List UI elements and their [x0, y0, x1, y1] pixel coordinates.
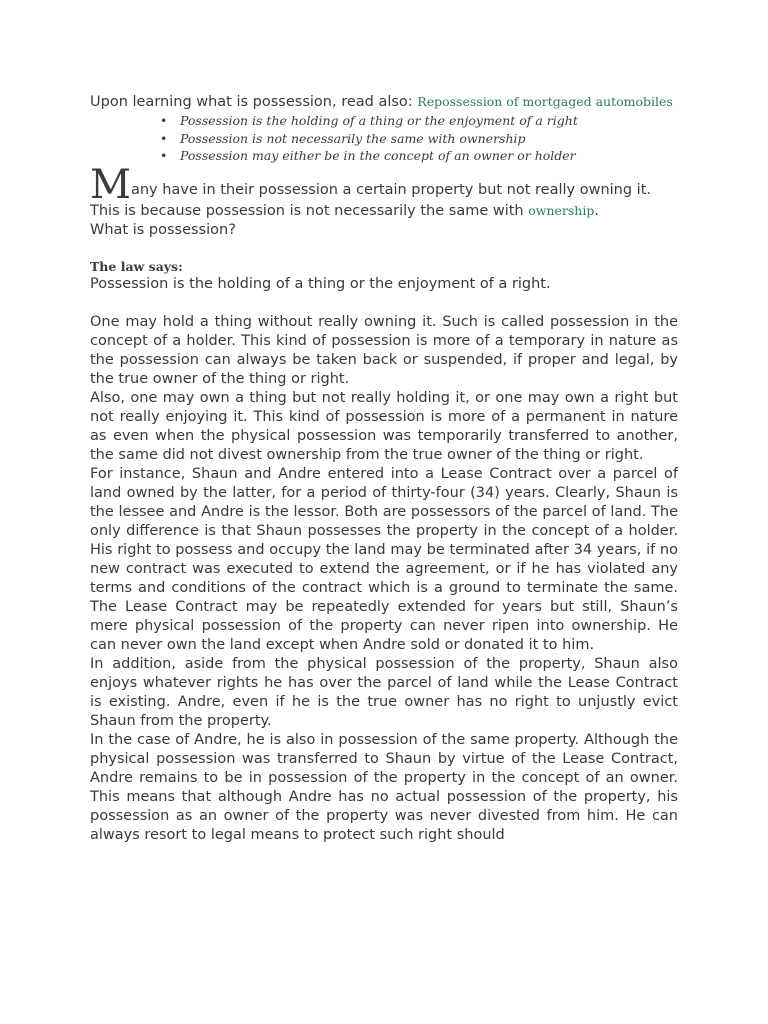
body-paragraph: Also, one may own a thing but not really holding it, or one may own a right but not really enjoying it. This kind of possession is more of a permanent in nature as even when the physical possession was temporarily transferred to another, the same did not divest ownership from the true owner of the thing or right.	[90, 389, 678, 463]
body-text	[90, 313, 678, 845]
bullet-icon: •	[160, 113, 168, 128]
repossession-link[interactable]: Repossession of mortgaged automobiles	[417, 94, 673, 109]
bullet-icon: •	[160, 148, 168, 163]
ownership-link[interactable]: ownership	[528, 202, 595, 218]
list-item-text: Possession is not necessarily the same with ownership	[180, 130, 526, 146]
list-item-text: Possession may either be in the concept of an owner or holder	[180, 148, 576, 163]
lead-line-2	[90, 201, 678, 221]
list-item	[160, 112, 678, 130]
body-paragraph: In addition, aside from the physical possession of the property, Shaun also enjoys whatever rights he has over the parcel of land while the Lease Contract is existing. Andre, even if he is the true owner has no right to unjustly evict Shaun from the property.	[90, 655, 678, 729]
body-paragraph: For instance, Shaun and Andre entered into a Lease Contract over a parcel of land owned by the latter, for a period of thirty-four (34) years. Clearly, Shaun is the lessee and Andre is the lessor. Both are possessors of the parcel of land. The only difference is that Shaun possesses the property in the concept of a holder. His right to possess and occupy the land may be terminated after 34 years, if no new contract was executed to extend the agreement, or if he has violated any terms and conditions of the contract which is a ground to terminate the same. The Lease Contract may be repeatedly extended for years but still, Shaun’s mere physical possession of the property can never ripen into ownership. He can never own the land except when Andre sold or donated it to him.	[90, 465, 678, 653]
intro-line	[90, 92, 678, 112]
intro-text: Upon learning what is possession, read also:	[90, 94, 418, 110]
document-page	[90, 92, 678, 845]
summary-list	[90, 112, 678, 165]
body-paragraph: One may hold a thing without really owning it. Such is called possession in the concept of a holder. This kind of possession is more of a temporary in nature as the possession can always be taken back or suspended, if proper and legal, by the true owner of the thing or right.	[90, 313, 678, 387]
list-item	[160, 147, 678, 165]
lead-paragraph	[90, 161, 678, 240]
lead-question: What is possession?	[90, 221, 236, 238]
lead-line-1	[90, 161, 678, 208]
law-heading: The law says:	[90, 258, 183, 274]
bullet-icon: •	[160, 130, 168, 146]
lead-line-1-text: any have in their possession a certain property but not really owning it.	[130, 181, 652, 198]
lead-line-2-end: .	[594, 202, 599, 219]
law-definition: Possession is the holding of a thing or the enjoyment of a right.	[90, 275, 551, 292]
drop-cap: M	[90, 161, 131, 208]
lead-line-2-text: This is because possession is not necessarily the same with	[90, 202, 529, 219]
list-item	[160, 130, 678, 148]
list-item-text: Possession is the holding of a thing or the enjoyment of a right	[180, 113, 578, 128]
body-paragraph: In the case of Andre, he is also in possession of the same property. Although the physical possession was transferred to Shaun by virtue of the Lease Contract, Andre remains to be in possession of the property in the concept of an owner. This means that although Andre has no actual possession of the property, his possession as an owner of the property was never divested from him. He can always resort to legal means to protect such right should	[90, 731, 678, 843]
